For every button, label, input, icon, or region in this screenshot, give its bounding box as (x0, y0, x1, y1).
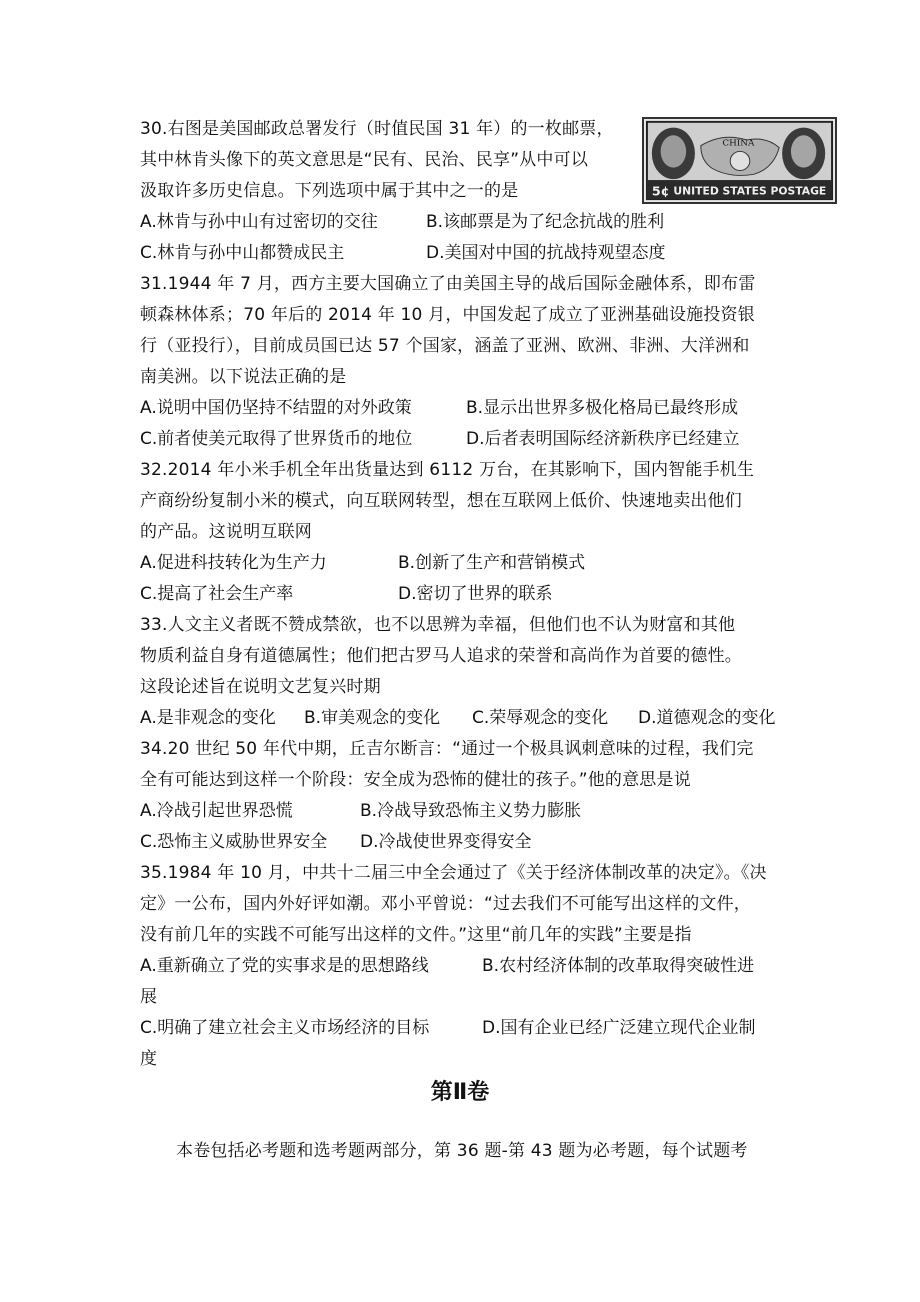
q30-option-c: C.林肯与孙中山都赞成民主 (140, 243, 345, 263)
q31-option-a: A.说明中国仍坚持不结盟的对外政策 (140, 398, 412, 418)
q34-option-a: A.冷战引起世界恐慌 (140, 801, 293, 821)
q31-option-b: B.显示出世界多极化格局已最终形成 (466, 398, 739, 418)
q34-stem-line: 全有可能达到这样一个阶段：安全成为恐怖的健壮的孩子。”他的意思是说 (140, 770, 691, 790)
q34-option-b: B.冷战导致恐怖主义势力膨胀 (360, 801, 582, 821)
q33-option-d: D.道德观念的变化 (638, 708, 776, 728)
q35-stem-line: 没有前几年的实践不可能写出这样的文件。”这里“前几年的实践”主要是指 (140, 925, 692, 945)
q30-stem-line: 汲取许多历史信息。下列选项中属于其中之一的是 (140, 181, 519, 201)
q30-stem-line: 其中林肯头像下的英文意思是“民有、民治、民享”从中可以 (140, 150, 589, 170)
stamp-image (642, 117, 837, 204)
q32-option-c: C.提高了社会生产率 (140, 584, 294, 604)
q31-option-c: C.前者使美元取得了世界货币的地位 (140, 429, 413, 449)
q35-stem-line: 35.1984 年 10 月，中共十二届三中全会通过了《关于经济体制改革的决定》。《决 (140, 863, 767, 883)
q35-stem-line: 定》一公布，国内外好评如潮。邓小平曾说：“过去我们不可能写出这样的文件， (140, 894, 752, 914)
q35-option-d-continued: 度 (140, 1049, 157, 1069)
q32-option-b: B.创新了生产和营销模式 (398, 553, 586, 573)
section-title: 第Ⅱ卷 (430, 1080, 490, 1105)
q31-stem-line: 31.1944 年 7 月，西方主要大国确立了由美国主导的战后国际金融体系，即布雷 (140, 274, 756, 294)
section-intro: 本卷包括必考题和选考题两部分，第 36 题-第 43 题为必考题，每个试题考 (176, 1141, 748, 1161)
q32-stem-line: 产商纷纷复制小米的模式，向互联网转型，想在互联网上低价、快速地卖出他们 (140, 491, 742, 511)
q30-option-d: D.美国对中国的抗战持观望态度 (426, 243, 666, 263)
q33-stem-line: 33.人文主义者既不赞成禁欲，也不以思辨为幸福，但他们也不认为财富和其他 (140, 615, 736, 635)
q31-stem-line: 顿森林体系；70 年后的 2014 年 10 月，中国发起了成立了亚洲基础设施投资银 (140, 305, 755, 325)
q30-option-a: A.林肯与孙中山有过密切的交往 (140, 212, 378, 232)
q32-stem-line: 32.2014 年小米手机全年出货量达到 6112 万台，在其影响下，国内智能手机生 (140, 460, 755, 480)
q34-stem-line: 34.20 世纪 50 年代中期，丘吉尔断言：“通过一个极具讽刺意味的过程，我们完 (140, 739, 754, 759)
q30-stem-line: 30.右图是美国邮政总署发行（时值民国 31 年）的一枚邮票， (140, 119, 614, 139)
q30-option-b: B.该邮票是为了纪念抗战的胜利 (426, 212, 665, 232)
q35-option-c: C.明确了建立社会主义市场经济的目标 (140, 1018, 430, 1038)
q31-stem-line: 南美洲。以下说法正确的是 (140, 367, 347, 387)
q32-option-a: A.促进科技转化为生产力 (140, 553, 327, 573)
q33-stem-line: 物质利益自身有道德属性；他们把古罗马人追求的荣誉和高尚作为首要的德性。 (140, 646, 742, 666)
q33-stem-line: 这段论述旨在说明文艺复兴时期 (140, 677, 381, 697)
q35-option-a: A.重新确立了党的实事求是的思想路线 (140, 956, 429, 976)
q34-option-c: C.恐怖主义威胁世界安全 (140, 832, 328, 852)
q31-option-d: D.后者表明国际经济新秩序已经建立 (466, 429, 740, 449)
q32-option-d: D.密切了世界的联系 (398, 584, 553, 604)
stamp-denomination: 5¢ (651, 183, 670, 199)
q34-option-d: D.冷战使世界变得安全 (360, 832, 532, 852)
q33-option-b: B.审美观念的变化 (304, 708, 441, 728)
stamp-country-text: CHINA (722, 138, 755, 149)
q33-option-c: C.荣辱观念的变化 (472, 708, 609, 728)
q33-option-a: A.是非观念的变化 (140, 708, 276, 728)
stamp-postage-text: UNITED STATES POSTAGE (673, 184, 827, 198)
q35-option-b: B.农村经济体制的改革取得突破性进 (482, 956, 755, 976)
q35-option-d: D.国有企业已经广泛建立现代企业制 (482, 1018, 756, 1038)
q31-stem-line: 行（亚投行），目前成员国已达 57 个国家，涵盖了亚洲、欧洲、非洲、大洋洲和 (140, 336, 750, 356)
q35-option-b-continued: 展 (140, 987, 157, 1007)
q32-stem-line: 的产品。这说明互联网 (140, 522, 312, 542)
